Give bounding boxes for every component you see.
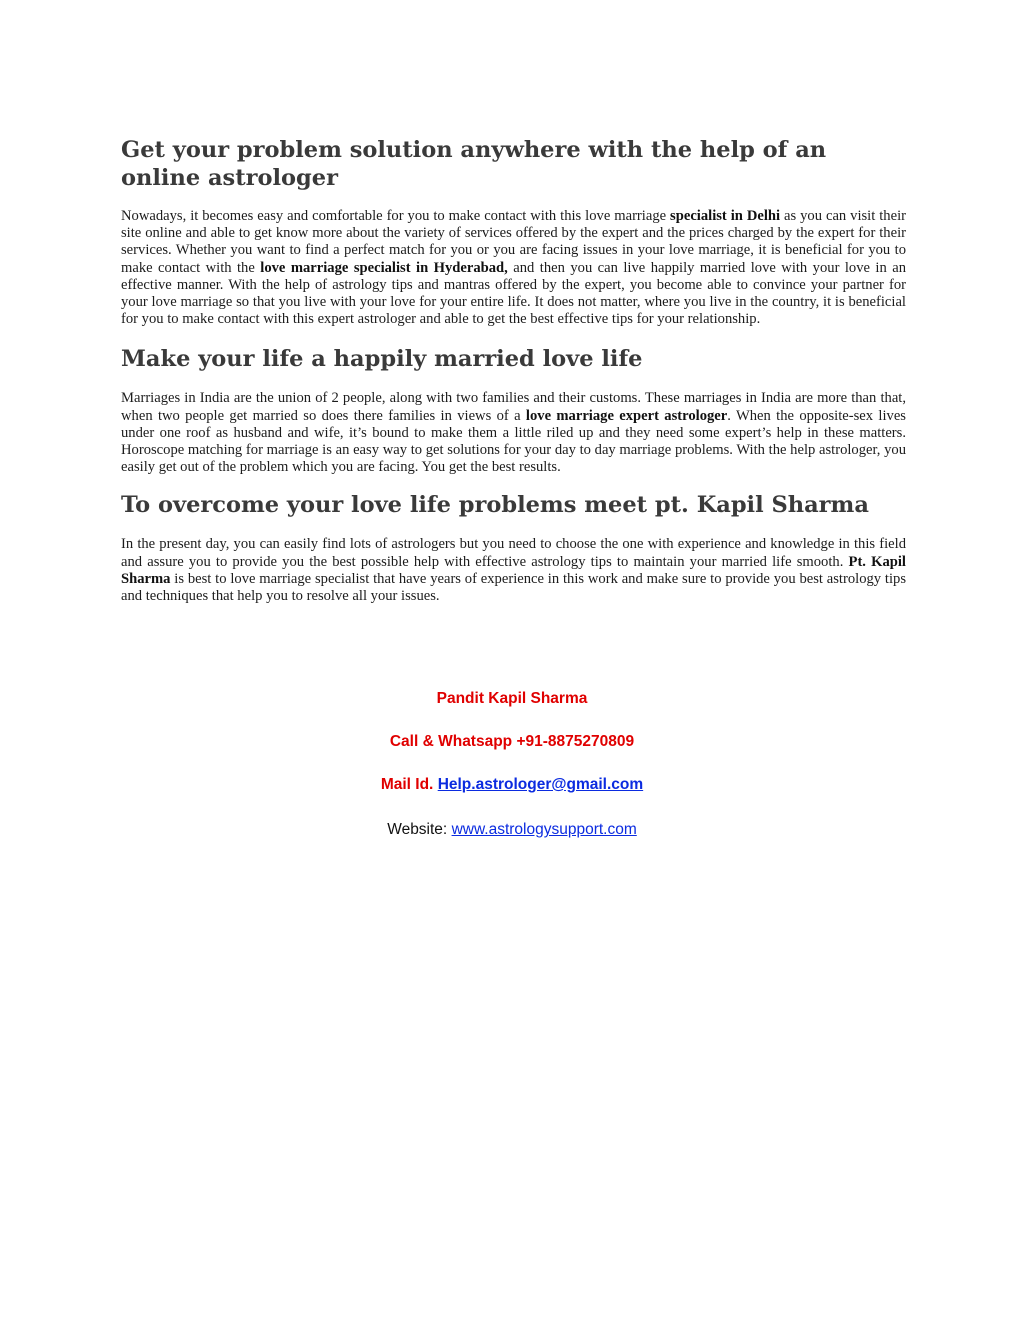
- contact-mail-line: [0, 776, 1024, 794]
- paragraph-text: Marriages in India are the union of 2 people, along with two families and their customs. These marriages in India are more than that, when two people get married so does there families in views of a: [121, 390, 906, 424]
- website-link[interactable]: www.astrologysupport.com: [451, 821, 637, 838]
- section-paragraph-online-astrologer: [121, 208, 906, 328]
- bold-keyword-hyderabad: love marriage specialist in Hyderabad,: [260, 259, 508, 276]
- section-heading-kapil-sharma: To overcome your love life problems meet pt. Kapil Sharma: [121, 492, 869, 519]
- section-heading-online-astrologer: Get your problem solution anywhere with the help of an online astrologer: [121, 137, 827, 191]
- section-paragraph-kapil-sharma: [121, 536, 906, 605]
- paragraph-text: and then you can live happily married love with your love in an effective manner. With the help of astrology tips and mantras offered by the expert, you become able to convince your partner for your love marriage so that you live with your love for your entire life. It does not matter, where you live in the country, it is beneficial for you to make contact with this expert astrologer and able to get the best effective tips for your relationship.: [121, 259, 906, 328]
- contact-phone: Call & Whatsapp +91-8875270809: [389, 733, 635, 750]
- paragraph-text: In the present day, you can easily find lots of astrologers but you need to choose the one with experience and knowledge in this field and assure you to provide you the best possible help with effective astrology tips to maintain your married life smooth.: [121, 536, 906, 570]
- paragraph-text: as you can visit their site online and able to get know more about the variety of services offered by the expert and the prices charged by the expert for their services. Whether you want to find a perfect match for you or you are facing issues in your love marriage, it is beneficial for you to make contact with the: [121, 208, 906, 276]
- bold-keyword-delhi: specialist in Delhi: [670, 208, 781, 224]
- section-paragraph-married-life: [121, 390, 906, 476]
- bold-keyword-expert-astrologer: love marriage expert astrologer: [525, 407, 728, 424]
- mail-link[interactable]: Help.astrologer@gmail.com: [437, 776, 644, 793]
- paragraph-text: Nowadays, it becomes easy and comfortable for you to make contact with this love marriage: [121, 208, 671, 224]
- paragraph-text: . When the opposite-sex lives under one roof as husband and wife, it’s bound to make them a little riled up and they need some expert’s help in these matters. Horoscope matching for marriage is an easy way to get solutions for your day to day marriage problems. With the help astrologer, you easily get out of the problem which you are facing. You get the best results.: [121, 407, 906, 476]
- contact-name: Pandit Kapil Sharma: [436, 690, 588, 707]
- article-body: [121, 136, 906, 605]
- paragraph-text: is best to love marriage specialist that have years of experience in this work and make sure to provide you best astrology tips and techniques that help you to resolve all your issues.: [121, 570, 906, 605]
- mail-label: Mail Id.: [380, 776, 434, 793]
- contact-website-line: [0, 821, 1024, 839]
- section-heading-married-life: Make your life a happily married love life: [121, 346, 643, 373]
- website-label: Website:: [387, 821, 448, 838]
- bold-keyword-kapil-sharma: Pt. Kapil Sharma: [121, 553, 906, 587]
